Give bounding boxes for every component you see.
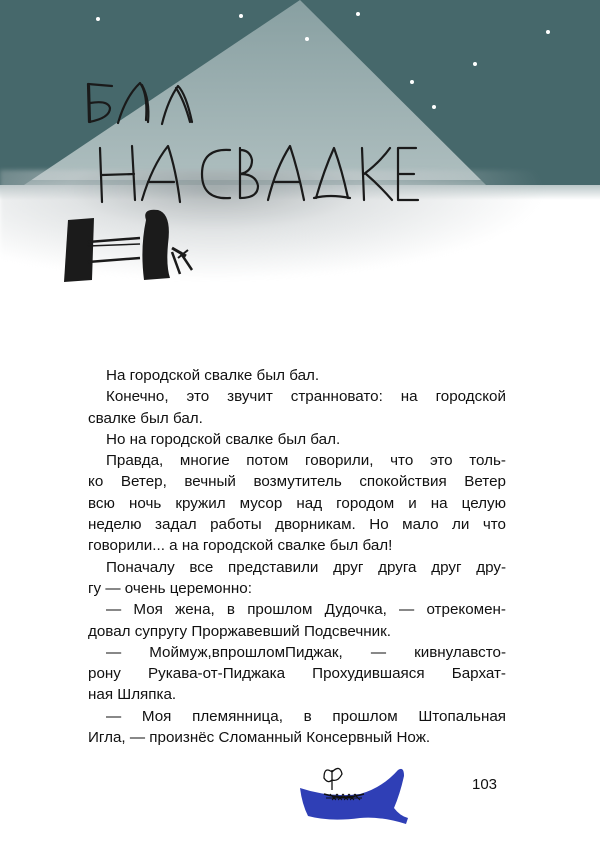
chair-illustration [60,208,210,283]
text-line: Поначалу все представили друг друга друг дру- [106,558,506,576]
text-line: довал супругу Проржавевший Подсвечник. [88,622,391,640]
text-line: ная Шляпка. [88,686,177,704]
text-line: ко Ветер, вечный возмутитель спокойствия Ветер [88,473,506,491]
text-line: гу — очень церемонно: [88,579,252,597]
text-line: Игла, — произнёс Сломанный Консервный Нож. [88,729,431,747]
text-line: всю ночь кружил мусор над городом и на целую [88,494,506,512]
chapter-body-text [88,365,506,748]
star [305,37,309,41]
star [96,17,100,21]
star [356,12,360,16]
handwritten-title [80,70,440,220]
star [473,62,477,66]
text-line: Но на городской свалке был бал. [106,430,341,448]
text-line: На городской свалке был бал. [106,367,320,384]
text-line: Конечно, это звучит странновато: на городской [106,388,506,406]
text-line: Правда, многие потом говорили, что это толь- [106,452,506,470]
text-line: — Моя жена, в прошлом Дудочка, — отрекомен- [106,601,506,619]
page-number: 103 [472,776,498,793]
text-line: говорили... а на городской свалке был бал! [88,537,393,555]
star [546,30,550,34]
text-line: свалке был бал. [88,409,203,427]
text-line: — Моймуж,впрошломПиджак, — кивнулавсто- [106,643,506,661]
text-line: рону Рукава-от-Пиджака Прохудившаяся Бархат- [88,665,506,683]
text-line: неделю задал работы дворникам. Но мало ли что [88,516,506,534]
boat-illustration [300,760,420,830]
star [239,14,243,18]
text-line: — Моя племянница, в прошлом Штопальная [106,707,506,725]
